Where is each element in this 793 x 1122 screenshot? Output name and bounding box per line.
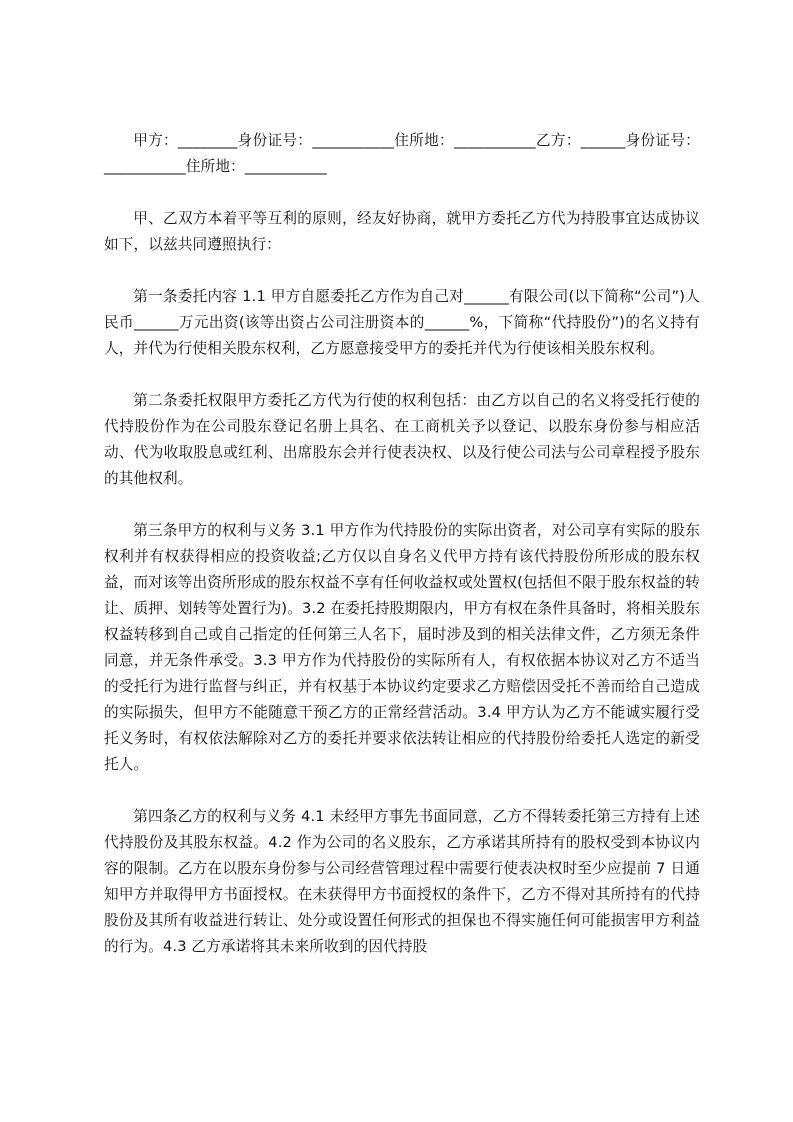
article-1-paragraph: 第一条委托内容 1.1 甲方自愿委托乙方作为自己对______有限公司(以下简称“公司”)人民币______万元出资(该等出资占公司注册资本的______%，下简称“代持股份”)的名义持有人，并代为行使相关股东权利，乙方愿意接受甲方的委托并代为行使该相关股东权利。 — [104, 288, 700, 357]
article-3-paragraph: 第三条甲方的权利与义务 3.1 甲方作为代持股份的实际出资者，对公司享有实际的股东权利并有权获得相应的投资收益;乙方仅以自身名义代甲方持有该代持股份所形成的股东权益，而对该等出资所形成的股东权益不享有任何收益权或处置权(包括但不限于股东权益的转让、质押、划转等处置行为)。3.2 在委托持股期限内，甲方有权在条件具备时，将相关股东权益转移到自己或自己指定的任何第三人名下，届时涉及到的相关法律文件，乙方须无条件同意，并无条件承受。3.3 甲方作为代持股份的实际所有人，有权依据本协议对乙方不适当的受托行为进行监督与纠正，并有权基于本协议约定要求乙方赔偿因受托不善而给自己造成的实际损失，但甲方不能随意干预乙方的正常经营活动。3.4 甲方认为乙方不能诚实履行受托义务时，有权依法解除对乙方的委托并要求依法转让相应的代持股份给委托人选定的新受托人。 — [104, 522, 700, 773]
article-2-paragraph: 第二条委托权限甲方委托乙方代为行使的权利包括：由乙方以自己的名义将受托行使的代持股份作为在公司股东登记名册上具名、在工商机关予以登记、以股东身份参与相应活动、代为收取股息或红利、出席股东会并行使表决权、以及行使公司法与公司章程授予股东的其他权利。 — [104, 392, 700, 487]
preamble-paragraph: 甲、乙双方本着平等互利的原则，经友好协商，就甲方委托乙方代为持股事宜达成协议如下，以兹共同遵照执行： — [104, 210, 700, 253]
party-info-paragraph: 甲方：________身份证号：___________住所地：___________乙方：______身份证号：___________住所地：___________ — [104, 132, 700, 175]
article-4-paragraph: 第四条乙方的权利与义务 4.1 未经甲方事先书面同意，乙方不得转委托第三方持有上述代持股份及其股东权益。4.2 作为公司的名义股东，乙方承诺其所持有的股权受到本协议内容的限制。乙方在以股东身份参与公司经营管理过程中需要行使表决权时至少应提前 7 日通知甲方并取得甲方书面授权。在未获得甲方书面授权的条件下，乙方不得对其所持有的代持股份及其所有收益进行转让、处分或设置任何形式的担保也不得实施任何可能损害甲方利益的行为。4.3 乙方承诺将其未来所收到的因代持股 — [104, 808, 700, 955]
document-body — [104, 128, 700, 960]
